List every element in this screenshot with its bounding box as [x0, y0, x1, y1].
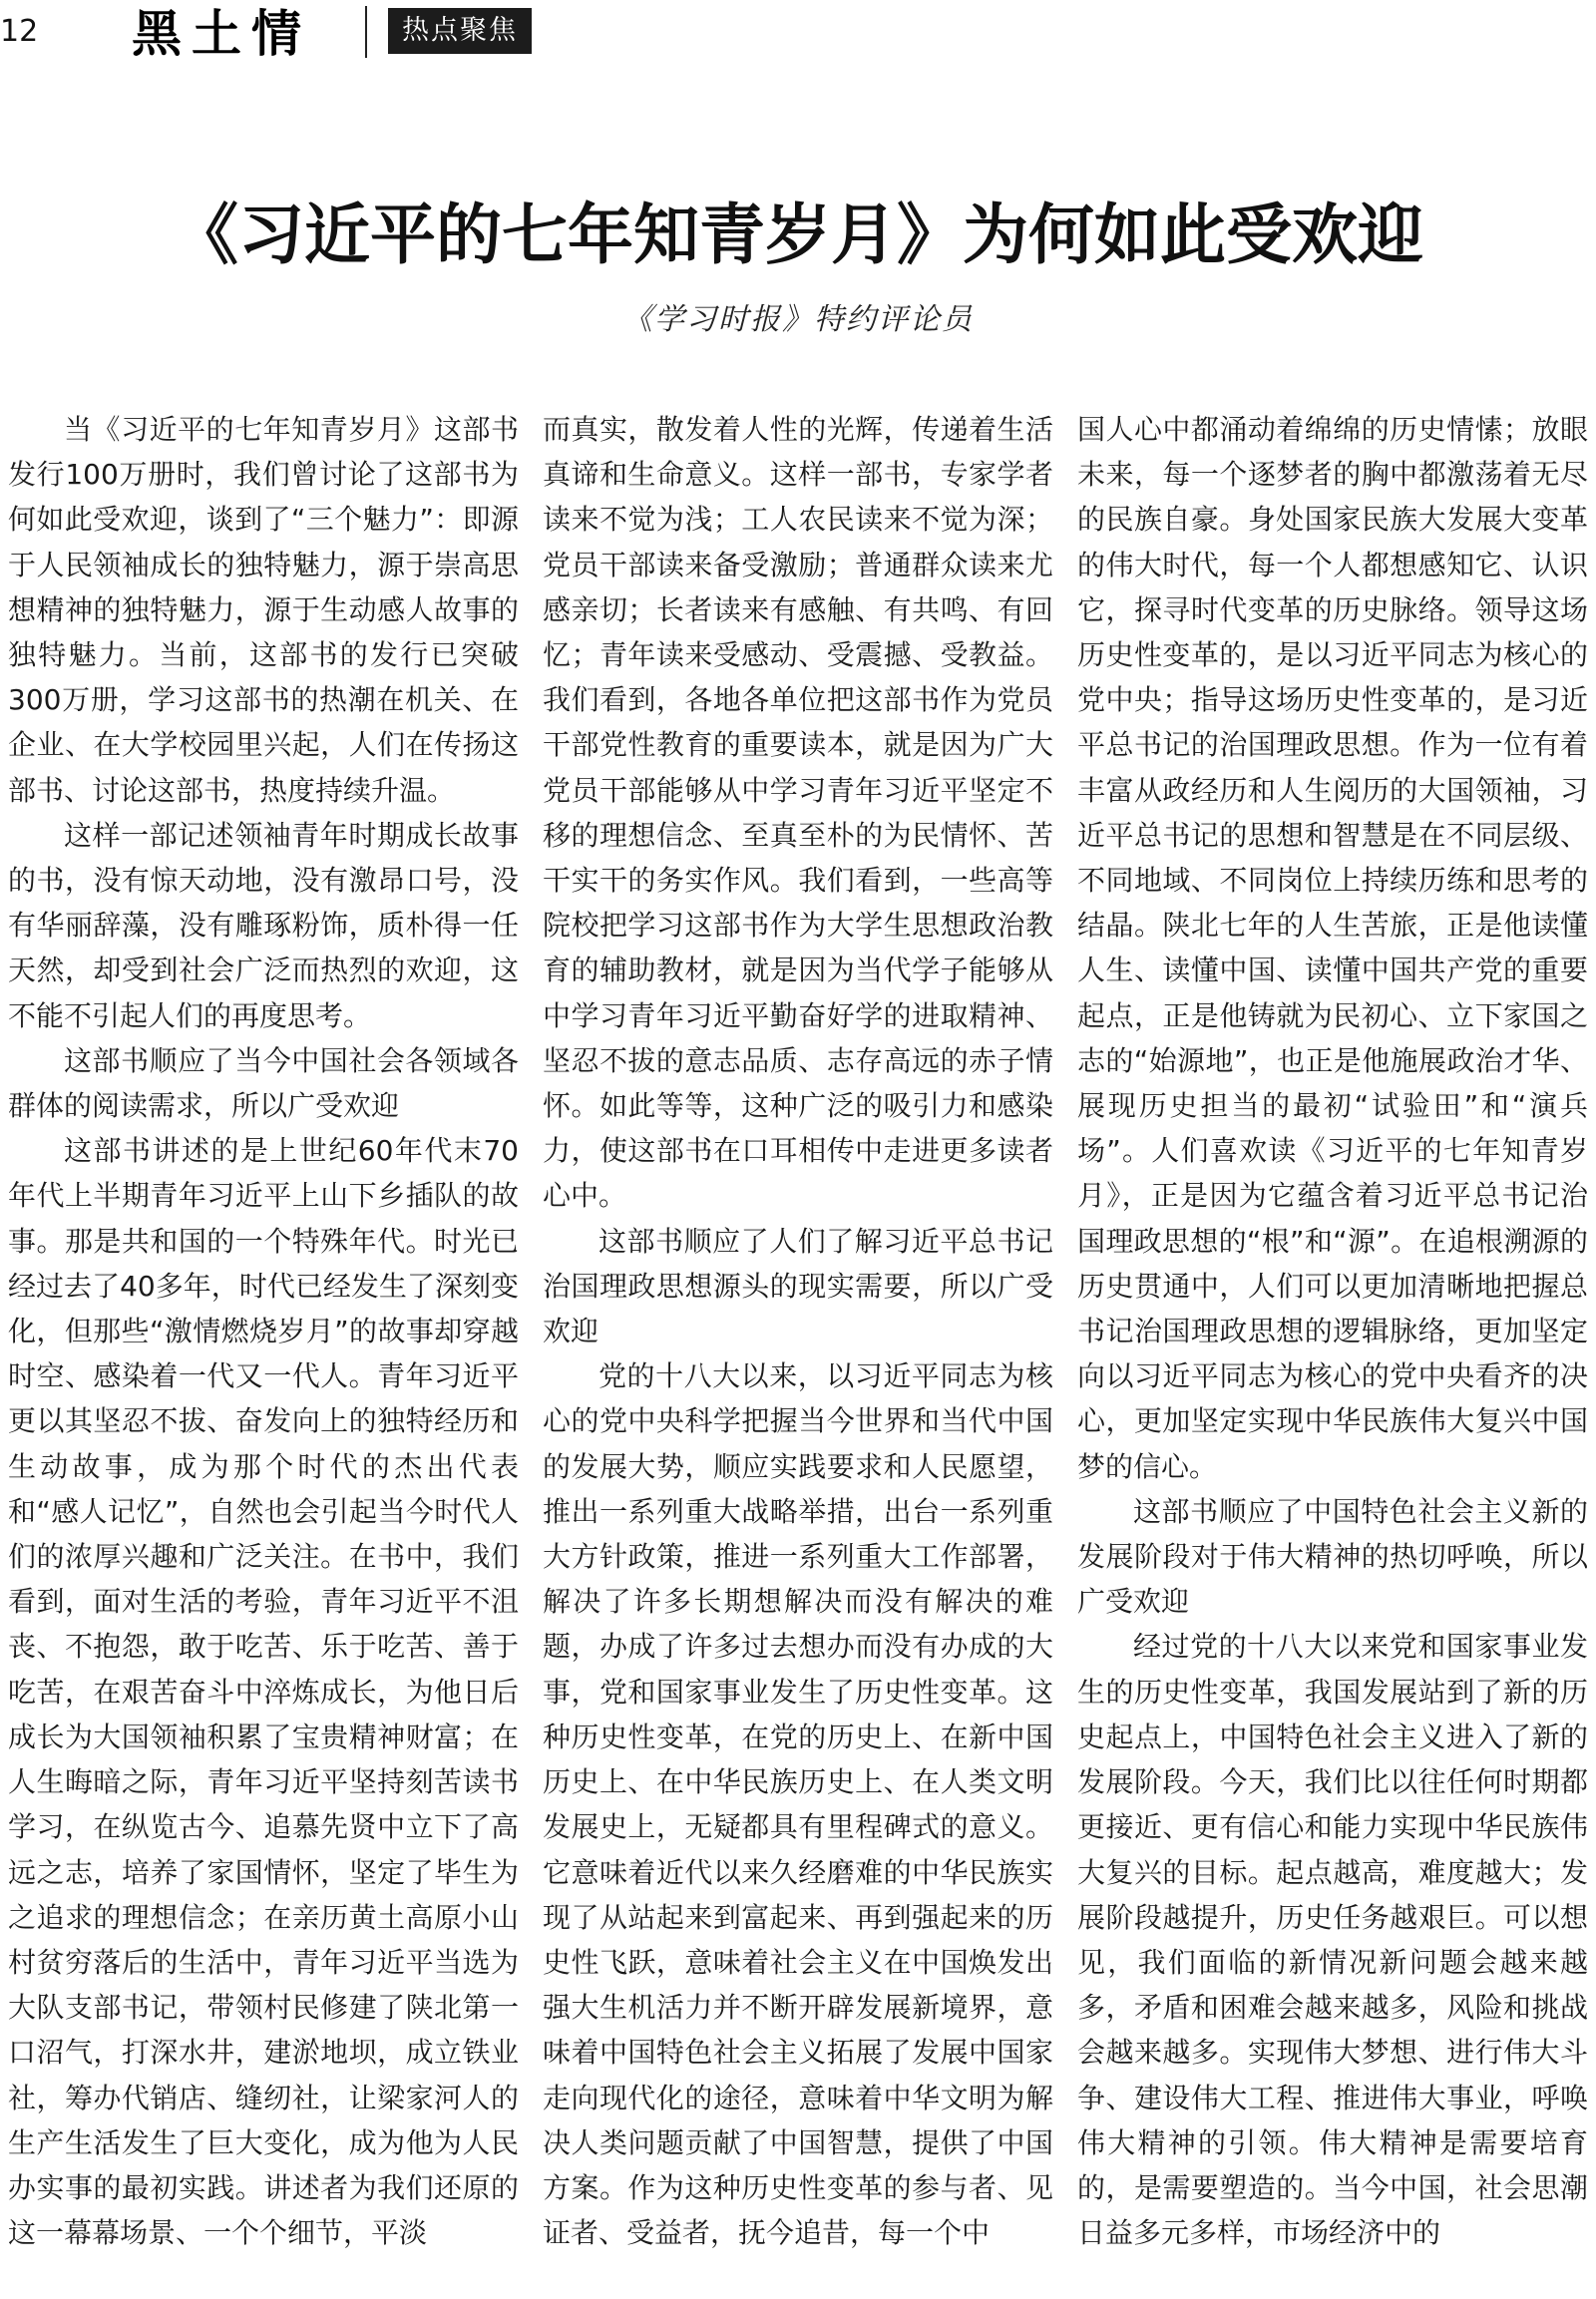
- paragraph: 当《习近平的七年知青岁月》这部书发行100万册时，我们曾讨论了这部书为何如此受欢迎，谈到了“三个魅力”：即源于人民领袖成长的独特魅力，源于崇高思想精神的独特魅力，源于生动感人故事的独特魅力。当前，这部书的发行已突破300万册，学习这部书的热潮在机关、在企业、在大学校园里兴起，人们在传扬这部书、讨论这部书，热度持续升温。: [8, 413, 519, 807]
- paragraph: 经过党的十八大以来党和国家事业发生的历史性变革，我国发展站到了新的历史起点上，中国特色社会主义进入了新的发展阶段。今天，我们比以往任何时期都更接近、更有信心和能力实现中华民族伟大复兴的目标。起点越高，难度越大；发展阶段越提升，历史任务越艰巨。可以想见，我们面临的新情况新问题会越来越多，矛盾和困难会越来越多，风险和挑战会越来越多。实现伟大梦想、进行伟大斗争、建设伟大工程、推进伟大事业，呼唤伟大精神的引领。伟大精神是需要培育的，是需要塑造的。当今中国，社会思潮日益多元多样，市场经济中的: [1077, 1630, 1588, 2250]
- paragraph: 这样一部记述领袖青年时期成长故事的书，没有惊天动地，没有激昂口号，没有华丽辞藻，没有雕琢粉饰，质朴得一任天然，却受到社会广泛而热烈的欢迎，这不能不引起人们的再度思考。: [8, 818, 519, 1032]
- paragraph-continued: 国人心中都涌动着绵绵的历史情愫；放眼未来，每一个逐梦者的胸中都激荡着无尽的民族自豪。身处国家民族大发展大变革的伟大时代，每一个人都想感知它、认识它，探寻时代变革的历史脉络。领导这场历史性变革的，是以习近平同志为核心的党中央；指导这场历史性变革的，是习近平总书记的治国理政思想。作为一位有着丰富从政经历和人生阅历的大国领袖，习近平总书记的思想和智慧是在不同层级、不同地域、不同岗位上持续历练和思考的结晶。陕北七年的人生苦旅，正是他读懂人生、读懂中国、读懂中国共产党的重要起点，正是他铸就为民初心、立下家国之志的“始源地”，也正是他施展政治才华、展现历史担当的最初“试验田”和“演兵场”。人们喜欢读《习近平的七年知青岁月》，正是因为它蕴含着习近平总书记治国理政思想的“根”和“源”。在追根溯源的历史贯通中，人们可以更加清晰地把握总书记治国理政思想的逻辑脉络，更加坚定向以习近平同志为核心的党中央看齐的决心，更加坚定实现中华民族伟大复兴中国梦的信心。: [1077, 413, 1588, 1483]
- article-byline: 《学习时报》特约评论员: [622, 302, 974, 337]
- article-body: [8, 407, 1588, 2299]
- section-tag: 热点聚焦: [388, 8, 532, 54]
- section-subheading: 这部书顺应了人们了解习近平总书记治国理政思想源头的现实需要，所以广受欢迎: [543, 1224, 1053, 1348]
- header-divider: [365, 6, 367, 58]
- paragraph: 这部书讲述的是上世纪60年代末70年代上半期青年习近平上山下乡插队的故事。那是共和国的一个特殊年代。时光已经过去了40多年，时代已经发生了深刻变化，但那些“激情燃烧岁月”的故事却穿越时空、感染着一代又一代人。青年习近平更以其坚忍不拔、奋发向上的独特经历和生动故事，成为那个时代的杰出代表和“感人记忆”，自然也会引起当今时代人们的浓厚兴趣和广泛关注。在书中，我们看到，面对生活的考验，青年习近平不沮丧、不抱怨，敢于吃苦、乐于吃苦、善于吃苦，在艰苦奋斗中淬炼成长，为他日后成长为大国领袖积累了宝贵精神财富；在人生晦暗之际，青年习近平坚持刻苦读书学习，在纵览古今、追慕先贤中立下了高远之志，培养了家国情怀，坚定了毕生为之追求的理想信念；在亲历黄土高原小山村贫穷落后的生活中，青年习近平当选为大队支部书记，带领村民修建了陕北第一口沼气，打深水井，建淤地坝，成立铁业社，筹办代销店、缝纫社，让梁家河人的生产生活发生了巨大变化，成为他为人民办实事的最初实践。讲述者为我们还原的这一幕幕场景、一个个细节，平淡: [8, 1134, 519, 2250]
- page-number: 12: [0, 14, 39, 49]
- text-column-2: [543, 407, 1053, 2299]
- section-subheading: 这部书顺应了中国特色社会主义新的发展阶段对于伟大精神的热切呼唤，所以广受欢迎: [1077, 1494, 1588, 1619]
- article-headline: 《习近平的七年知青岁月》为何如此受欢迎: [173, 196, 1423, 273]
- section-subheading: 这部书顺应了当今中国社会各领域各群体的阅读需求，所以广受欢迎: [8, 1043, 519, 1123]
- newspaper-masthead: 黑土情: [132, 4, 311, 63]
- text-column-1: [8, 407, 519, 2299]
- text-column-3: [1077, 407, 1588, 2299]
- page-header: [0, 0, 1596, 75]
- paragraph: 党的十八大以来，以习近平同志为核心的党中央科学把握当今世界和当代中国的发展大势，顺应实践要求和人民愿望，推出一系列重大战略举措，出台一系列重大方针政策，推进一系列重大工作部署，解决了许多长期想解决而没有解决的难题，办成了许多过去想办而没有办成的大事，党和国家事业发生了历史性变革。这种历史性变革，在党的历史上、在新中国历史上、在中华民族历史上、在人类文明发展史上，无疑都具有里程碑式的意义。它意味着近代以来久经磨难的中华民族实现了从站起来到富起来、再到强起来的历史性飞跃，意味着社会主义在中国焕发出强大生机活力并不断开辟发展新境界，意味着中国特色社会主义拓展了发展中国家走向现代化的途径，意味着中华文明为解决人类问题贡献了中国智慧，提供了中国方案。作为这种历史性变革的参与者、见证者、受益者，抚今追昔，每一个中: [543, 1359, 1053, 2250]
- paragraph-continued: 而真实，散发着人性的光辉，传递着生活真谛和生命意义。这样一部书，专家学者读来不觉为浅；工人农民读来不觉为深；党员干部读来备受激励；普通群众读来尤感亲切；长者读来有感触、有共鸣、有回忆；青年读来受感动、受震撼、受教益。我们看到，各地各单位把这部书作为党员干部党性教育的重要读本，就是因为广大党员干部能够从中学习青年习近平坚定不移的理想信念、至真至朴的为民情怀、苦干实干的务实作风。我们看到，一些高等院校把学习这部书作为大学生思想政治教育的辅助教材，就是因为当代学子能够从中学习青年习近平勤奋好学的进取精神、坚忍不拔的意志品质、志存高远的赤子情怀。如此等等，这种广泛的吸引力和感染力，使这部书在口耳相传中走进更多读者心中。: [543, 413, 1053, 1213]
